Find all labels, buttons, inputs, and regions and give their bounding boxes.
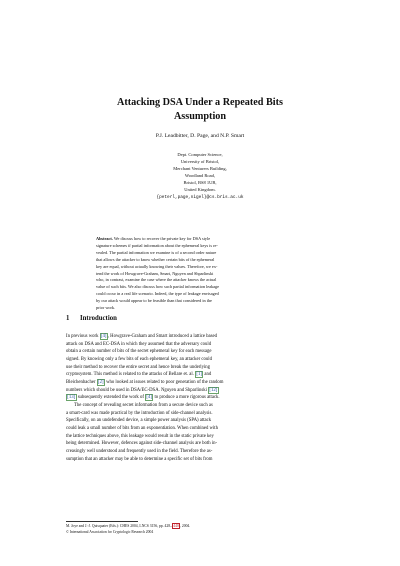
abstract-line: that allows the attacker to know whether certain bits of the ephemeral — [96, 256, 215, 262]
abstract-line: prior work. — [96, 305, 116, 311]
author-emails: {peterl,page,nigel}@cs.bris.ac.uk — [156, 194, 244, 200]
abstract-line: signature schemes if partial information about the ephemeral keys is re- — [96, 242, 218, 248]
affiliation-line: Bristol, BS8 1UB, — [183, 180, 217, 186]
abstract-line: key are equal, without actually knowing their values. Therefore, we ex- — [96, 263, 218, 269]
body-line: attack on DSA and EC-DSA in which they assumed that the adversary could — [66, 341, 212, 347]
body-line: use their method to recover the entire secret and hence break the underlying — [66, 364, 211, 370]
introduction-text — [66, 333, 334, 463]
body-line: signed. By knowing only a few bits of each ephemeral key, an attacker could — [66, 356, 212, 362]
abstract-first-line: We discuss how to recover the private key for DSA style — [112, 236, 211, 241]
author-affiliation — [80, 151, 320, 201]
citation-link[interactable]: [12] — [209, 387, 218, 393]
body-line: In previous work [4], Howgrave-Graham and Smart introduced a lattice based — [66, 334, 217, 339]
abstract-keyword: Abstract. — [96, 236, 113, 241]
citation-link[interactable]: [4] — [146, 395, 152, 401]
abstract-line: tend the work of Howgrave-Graham, Smart, Nguyen and Shparlinski — [96, 270, 214, 276]
title-line-1: Attacking DSA Under a Repeated Bits — [117, 97, 283, 108]
body-line: cryptosystem. This method is related to the attacks of Bellare et. al. [1] and — [66, 372, 212, 378]
citation-link[interactable]: [1] — [196, 372, 202, 378]
abstract — [96, 236, 310, 312]
page-range-link[interactable]: 440 — [173, 524, 179, 528]
abstract-line: vealed. The partial information we examine is of a second order nature — [96, 249, 217, 255]
body-line: The concept of revealing secret information from a secure device such as — [74, 402, 213, 408]
affiliation-line: United Kingdom. — [184, 187, 216, 193]
abstract-line — [96, 236, 310, 243]
body-line: the lattice techniques above, this leakage would result in the static private key — [66, 433, 214, 439]
body-line: obtain a certain number of bits of the secret ephemeral key for each message — [66, 349, 212, 355]
citation-link[interactable]: [4] — [100, 334, 107, 339]
affiliation-line: Dept. Computer Science, — [177, 152, 223, 157]
footer-divider — [66, 521, 138, 522]
body-line: creasingly well understood and frequently used in the field. Therefore the as- — [66, 448, 213, 454]
abstract-line: who, in contrast, examine the case where the attacker knows the actual — [96, 277, 217, 283]
section-number: 1 — [66, 315, 70, 322]
citation-link[interactable]: [2] — [98, 379, 104, 385]
body-line: Specifically, on an undefended device, a simple power analysis (SPA) attack — [66, 418, 212, 424]
body-line: being determined. However, defences against side-channel analysis are both in- — [66, 441, 218, 447]
body-line: a smart-card was made practical by the introduction of side-channel analysis. — [66, 410, 213, 416]
abstract-line: value of such bits. We also discuss how such partial information leakage — [96, 284, 220, 290]
paper-authors: P.J. Leadbitter, D. Page, and N.P. Smart — [155, 133, 245, 139]
publication-footer — [66, 524, 190, 535]
body-line: could leak a small number of bits from an exponentiation. When combined with — [66, 425, 219, 431]
section-title: Introduction — [80, 315, 117, 322]
footer-copyright: © International Association for Cryptologic Research 2004 — [66, 529, 154, 534]
paper-title — [60, 96, 340, 124]
affiliation-line: Woodland Road, — [184, 173, 216, 179]
affiliation-line: Merchant Venturers Building, — [173, 166, 227, 172]
abstract-line: could occur in a real life scenario. Indeed, the type of leakage envisaged — [96, 291, 219, 297]
affiliation-line: University of Bristol, — [180, 159, 220, 165]
body-line: Bleichenbacher [2] who looked at issues related to poor generation of the random — [66, 379, 224, 385]
section-heading — [66, 315, 117, 322]
body-line: [13] subsequently extended the work of [4] to produce a more rigorous attack. — [67, 395, 220, 401]
abstract-line: by our attack would appear to be feasible than that considered in the — [96, 298, 212, 304]
body-line: sumption that an attacker may be able to determine a specific set of bits from — [66, 456, 213, 462]
body-line: numbers which should be used in DSA/EC-DSA. Nguyen and Shparlinski [12] — [66, 387, 218, 393]
citation-link[interactable]: [13] — [67, 395, 76, 401]
title-line-2: Assumption — [173, 111, 227, 122]
footer-citation: M. Joye and J.-J. Quisquater (Eds.): CHES 2004, LNCS 3156, pp. 428–440, 2004. — [66, 524, 191, 528]
